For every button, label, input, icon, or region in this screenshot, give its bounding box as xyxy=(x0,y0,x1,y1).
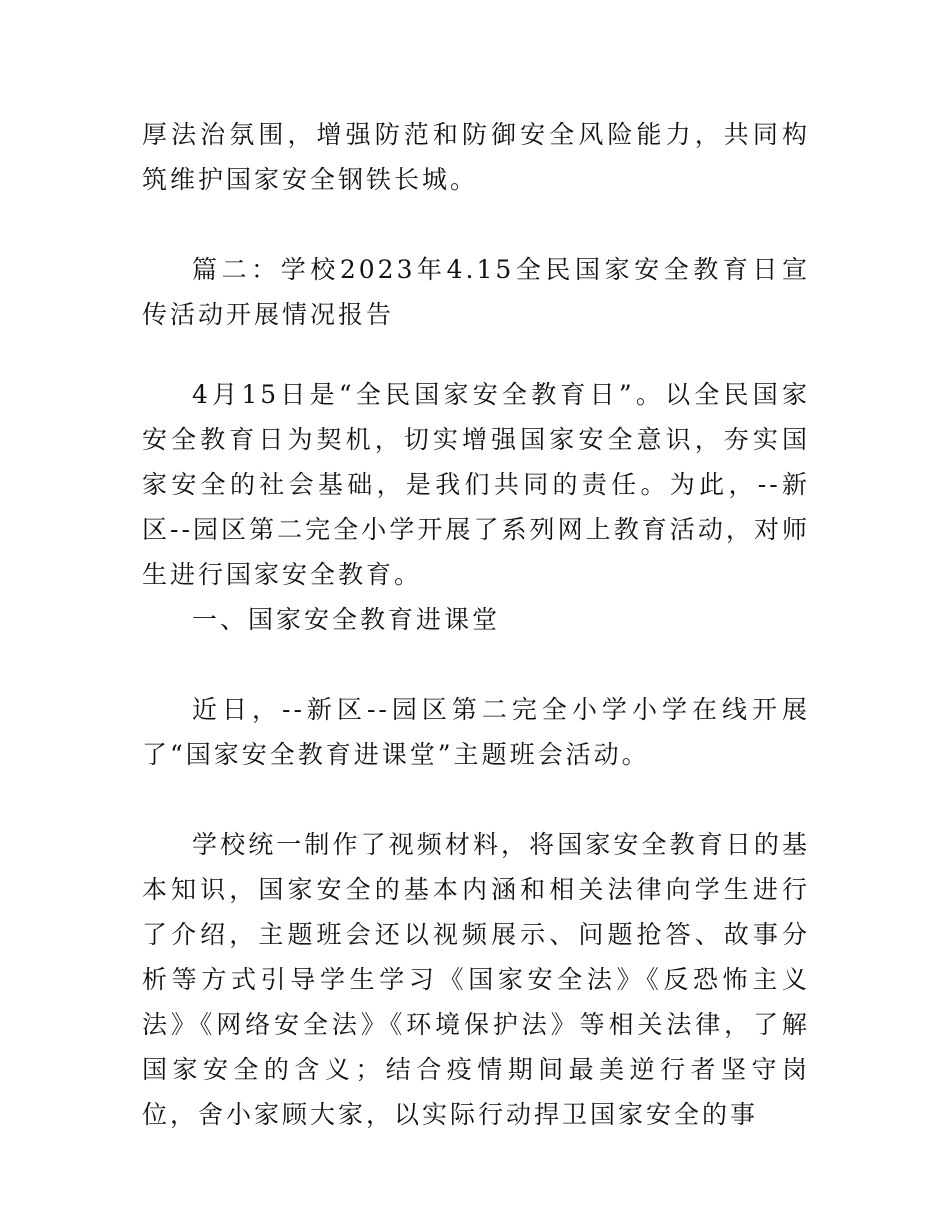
section-heading: 一、国家安全教育进课堂 xyxy=(192,605,501,634)
paragraph-activity: 近日，--新区--园区第二完全小学小学在线开展了“国家安全教育进课堂”主题班会活动。 xyxy=(142,695,810,769)
document-body xyxy=(142,112,810,1137)
paragraph-continuation: 厚法治氛围，增强防范和防御安全风险能力，共同构筑维护国家安全钢铁长城。 xyxy=(142,120,810,194)
section-title: 篇二：学校2023年4.15全民国家安全教育日宣传活动开展情况报告 xyxy=(142,255,810,329)
paragraph-details: 学校统一制作了视频材料，将国家安全教育日的基本知识，国家安全的基本内涵和相关法律向学生进行了介绍，主题班会还以视频展示、问题抢答、故事分析等方式引导学生学习《国家安全法》《反恐怖主义法》《网络安全法》《环境保护法》等相关法律，了解国家安全的含义；结合疫情期间最美逆行者坚守岗位，舍小家顾大家，以实际行动捍卫国家安全的事 xyxy=(142,830,810,1129)
paragraph-intro: 4月15日是“全民国家安全教育日”。以全民国家安全教育日为契机，切实增强国家安全意识，夯实国家安全的社会基础，是我们共同的责任。为此，--新区--园区第二完全小学开展了系列网上教育活动，对师生进行国家安全教育。 xyxy=(142,380,810,589)
